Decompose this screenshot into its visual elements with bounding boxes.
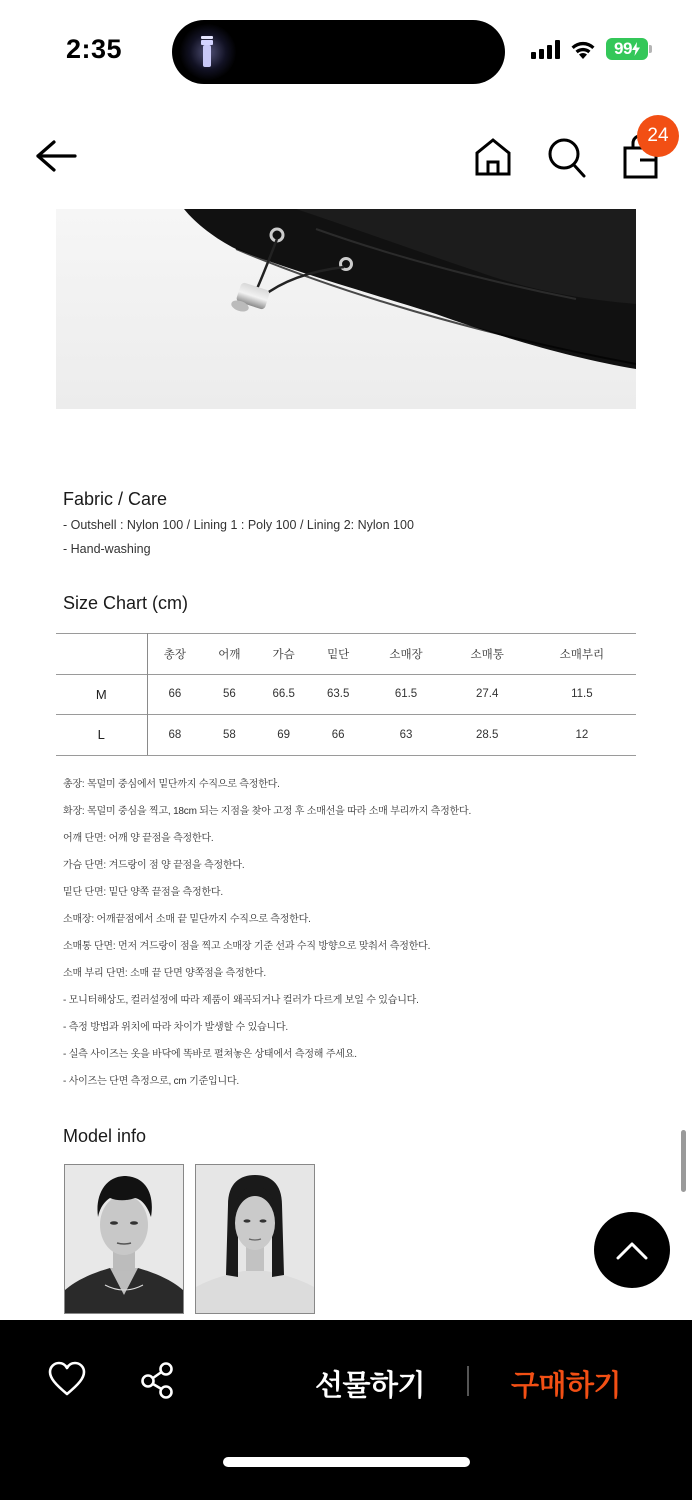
measurement-note: 어깨 단면: 어깨 양 끝점을 측정한다. [63, 833, 214, 844]
table-row [56, 715, 636, 756]
fabric-care-title: Fabric / Care [63, 489, 168, 509]
table-header-cell: 소매장 [365, 634, 446, 675]
measurement-note: 밑단 단면: 밑단 양쪽 끝점을 측정한다. [63, 887, 223, 898]
disclaimer-note: - 사이즈는 단면 측정으로, cm 기준입니다. [63, 1076, 240, 1087]
table-cell: 68 [147, 715, 202, 756]
charging-bolt-icon [632, 42, 640, 56]
wifi-icon [569, 39, 597, 60]
buy-button[interactable]: 구매하기 [510, 1369, 622, 1402]
model-photo-male[interactable] [64, 1164, 184, 1314]
status-time: 2:35 [66, 34, 123, 64]
model-info-title: Model info [63, 1126, 147, 1146]
table-cell: 66 [147, 674, 202, 715]
share-button[interactable] [138, 1360, 178, 1400]
table-header-cell: 가슴 [256, 634, 311, 675]
size-chart-title: Size Chart (cm) [63, 593, 189, 613]
table-cell: 63 [365, 715, 446, 756]
home-button[interactable] [472, 136, 514, 178]
cellular-signal-icon [531, 39, 560, 59]
measurement-note: 가슴 단면: 겨드랑이 점 양 끝점을 측정한다. [63, 860, 245, 871]
table-cell: 11.5 [528, 674, 636, 715]
measurement-note: 소매장: 어깨끝점에서 소매 끝 밑단까지 수직으로 측정한다. [63, 914, 311, 925]
measurement-note: 소매 부리 단면: 소매 끝 단면 양쪽점을 측정한다. [63, 968, 266, 979]
table-header-cell: 밑단 [311, 634, 366, 675]
search-button[interactable] [545, 134, 589, 180]
table-cell: 12 [528, 715, 636, 756]
care-line: - Hand-washing [63, 542, 151, 556]
disclaimer-note: - 측정 방법과 위치에 따라 차이가 발생할 수 있습니다. [63, 1022, 288, 1033]
back-button[interactable] [30, 132, 82, 180]
table-header-cell: 어깨 [202, 634, 256, 675]
table-header-cell: 소매통 [447, 634, 528, 675]
status-icons [531, 38, 648, 60]
table-cell: 61.5 [365, 674, 446, 715]
product-detail-image [56, 209, 636, 409]
measurement-note: 총장: 목덜미 중심에서 밑단까지 수직으로 측정한다. [63, 779, 280, 790]
table-cell: 66.5 [256, 674, 311, 715]
battery-nub [649, 45, 652, 53]
male-model-portrait [65, 1165, 183, 1313]
nav-bar [0, 110, 692, 205]
status-bar [0, 0, 692, 100]
cart-count-badge: 24 [637, 115, 679, 157]
table-cell: 58 [202, 715, 256, 756]
table-header-cell [56, 634, 147, 675]
flashlight-icon [200, 36, 214, 68]
page-scrollbar[interactable] [681, 1130, 686, 1192]
bottom-action-bar [0, 1320, 692, 1500]
table-header-cell: 총장 [147, 634, 202, 675]
jacket-hem-illustration [56, 209, 636, 409]
share-icon [138, 1360, 178, 1400]
table-cell: 56 [202, 674, 256, 715]
battery-charging-icon [606, 38, 648, 60]
size-chart-table [56, 633, 636, 756]
arrow-left-icon [30, 132, 82, 180]
gift-button[interactable]: 선물하기 [314, 1369, 426, 1402]
table-cell: 28.5 [447, 715, 528, 756]
heart-icon [47, 1360, 87, 1400]
table-cell: 27.4 [447, 674, 528, 715]
wishlist-button[interactable] [47, 1360, 87, 1400]
table-row [56, 674, 636, 715]
table-header-row [56, 634, 636, 675]
disclaimer-note: - 모니터해상도, 컬러설정에 따라 제품이 왜곡되거나 컬러가 다르게 보일 수 있습니다. [63, 995, 419, 1006]
home-icon [472, 136, 514, 178]
scroll-to-top-button[interactable] [594, 1212, 670, 1288]
size-label: M [56, 674, 147, 715]
home-indicator[interactable] [223, 1457, 470, 1467]
battery-level: 99 [614, 39, 632, 58]
table-cell: 69 [256, 715, 311, 756]
measurement-note: 화장: 목덜미 중심을 찍고, 18cm 되는 지점을 찾아 고정 후 소매선을 따라 소매 부리까지 측정한다. [63, 806, 472, 817]
measurement-note: 소매통 단면: 먼저 겨드랑이 점을 찍고 소매장 기준 선과 수직 방향으로 맞춰서 측정한다. [63, 941, 431, 952]
table-cell: 63.5 [311, 674, 366, 715]
model-photo-female[interactable] [195, 1164, 315, 1314]
search-icon [545, 134, 589, 180]
action-divider [467, 1366, 469, 1396]
table-header-cell: 소매부리 [528, 634, 636, 675]
disclaimer-note: - 실측 사이즈는 옷을 바닥에 똑바로 펼쳐놓은 상태에서 측정해 주세요. [63, 1049, 357, 1060]
chevron-up-icon [614, 1238, 650, 1262]
dynamic-island [172, 20, 505, 84]
fabric-line: - Outshell : Nylon 100 / Lining 1 : Poly 100 / Lining 2: Nylon 100 [63, 518, 414, 532]
female-model-portrait [196, 1165, 314, 1313]
table-cell: 66 [311, 715, 366, 756]
size-label: L [56, 715, 147, 756]
